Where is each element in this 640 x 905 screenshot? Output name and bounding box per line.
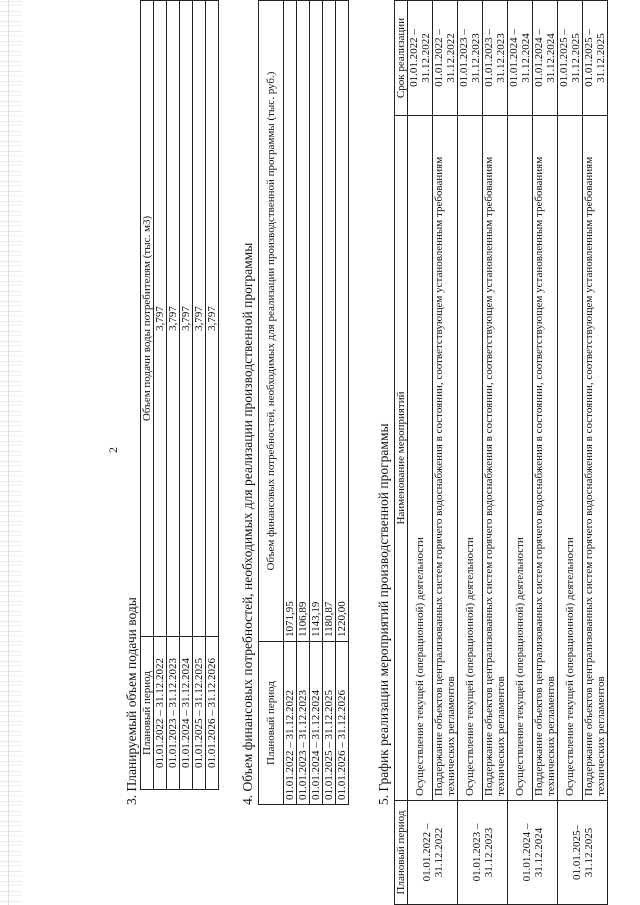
table-row <box>458 1 483 905</box>
table-row <box>533 1 558 905</box>
header-cell: Плановый период <box>395 801 408 905</box>
term-cell: 01.01.2023 – 31.12.2023 <box>458 1 483 116</box>
activity-cell: Осуществление текущей (операционной) деятельности <box>508 116 533 801</box>
table-row <box>154 1 167 790</box>
table-row <box>583 1 608 905</box>
page-number: 2 <box>106 447 120 453</box>
activity-cell: Осуществление текущей (операционной) деятельности <box>458 116 483 801</box>
volume-cell: 3,797 <box>154 1 167 637</box>
period-cell: 01.01.2023 – 31.12.2023 <box>167 637 180 790</box>
amount-cell: 1071,95 <box>284 1 297 642</box>
activity-cell: Поддержание объектов централизованных систем горячего водоснабжения в состоянии, соответствующем установленным требованиям технических регламентов <box>483 116 508 801</box>
table-row <box>310 1 323 805</box>
header-cell: Плановый период <box>259 642 284 805</box>
header-cell: Срок реализации <box>395 1 408 116</box>
amount-cell: 1143,19 <box>310 1 323 642</box>
term-cell: 01.01.2025 – 31.12.2025 <box>583 1 608 116</box>
table-row <box>284 1 297 805</box>
volume-cell: 3,797 <box>180 1 193 637</box>
amount-cell: 1180,87 <box>323 1 336 642</box>
table-row <box>323 1 336 805</box>
schedule-table <box>394 0 608 905</box>
activity-cell: Поддержание объектов централизованных систем горячего водоснабжения в состоянии, соответствующем установленным требованиям технических регламентов <box>433 116 458 801</box>
section4-title: 4. Объем финансовых потребностей, необходимых для реализации производственной программы <box>240 242 255 805</box>
term-cell: 01.01.2022 – 31.12.2022 <box>408 1 433 116</box>
activity-cell: Осуществление текущей (операционной) деятельности <box>558 116 583 801</box>
header-cell: Плановый период <box>141 637 154 790</box>
period-cell: 01.01.2024 – 31.12.2024 <box>310 642 323 805</box>
period-cell: 01.01.2023 – 31.12.2023 <box>297 642 310 805</box>
period-cell: 01.01.2026 – 31.12.2026 <box>206 637 219 790</box>
table-header-row <box>395 1 408 905</box>
water-volume-table <box>140 0 219 790</box>
table-row <box>508 1 533 905</box>
header-cell: Объем подачи воды потребителям (тыс. м3) <box>141 1 154 637</box>
financial-needs-table <box>258 0 349 805</box>
section3-title: 3. Планируемый объем подачи воды <box>124 597 139 805</box>
header-cell: Объем финансовых потребностей, необходимых для реализации производственной программы (тыс. руб.) <box>259 1 284 642</box>
period-cell: 01.01.2025 – 31.12.2025 <box>193 637 206 790</box>
term-cell: 01.01.2024 – 31.12.2024 <box>508 1 533 116</box>
amount-cell: 1220,00 <box>336 1 349 642</box>
term-cell: 01.01.2023 – 31.12.2023 <box>483 1 508 116</box>
activity-cell: Осуществление текущей (операционной) деятельности <box>408 116 433 801</box>
table-row <box>336 1 349 805</box>
table-header-row <box>141 1 154 790</box>
period-cell: 01.01.2022 – 31.12.2022 <box>154 637 167 790</box>
period-cell: 01.01.2025– 31.12.2025 <box>558 801 608 905</box>
table-row <box>408 1 433 905</box>
table-row <box>193 1 206 790</box>
amount-cell: 1106,89 <box>297 1 310 642</box>
table-row <box>167 1 180 790</box>
table-row <box>558 1 583 905</box>
period-cell: 01.01.2022 – 31.12.2022 <box>284 642 297 805</box>
volume-cell: 3,797 <box>206 1 219 637</box>
term-cell: 01.01.2022 – 31.12.2022 <box>433 1 458 116</box>
volume-cell: 3,797 <box>167 1 180 637</box>
table-row <box>206 1 219 790</box>
period-cell: 01.01.2025 – 31.12.2025 <box>323 642 336 805</box>
table-row <box>297 1 310 805</box>
period-cell: 01.01.2024 – 31.12.2024 <box>180 637 193 790</box>
table-row <box>433 1 458 905</box>
period-cell: 01.01.2024 – 31.12.2024 <box>508 801 558 905</box>
period-cell: 01.01.2023 – 31.12.2023 <box>458 801 508 905</box>
table-row <box>483 1 508 905</box>
period-cell: 01.01.2026 – 31.12.2026 <box>336 642 349 805</box>
table-row <box>180 1 193 790</box>
term-cell: 01.01.2024 – 31.12.2024 <box>533 1 558 116</box>
term-cell: 01.01.2025 – 31.12.2025 <box>558 1 583 116</box>
table-header-row <box>259 1 284 805</box>
header-cell: Наименование мероприятий <box>395 116 408 801</box>
volume-cell: 3,797 <box>193 1 206 637</box>
section5-title: 5. График реализации мероприятий производственной программы <box>376 423 391 805</box>
activity-cell: Поддержание объектов централизованных систем горячего водоснабжения в состоянии, соответствующем установленным требованиям технических регламентов <box>533 116 558 801</box>
activity-cell: Поддержание объектов централизованных систем горячего водоснабжения в состоянии, соответствующем установленным требованиям технических регламентов <box>583 116 608 801</box>
period-cell: 01.01.2022 – 31.12.2022 <box>408 801 458 905</box>
